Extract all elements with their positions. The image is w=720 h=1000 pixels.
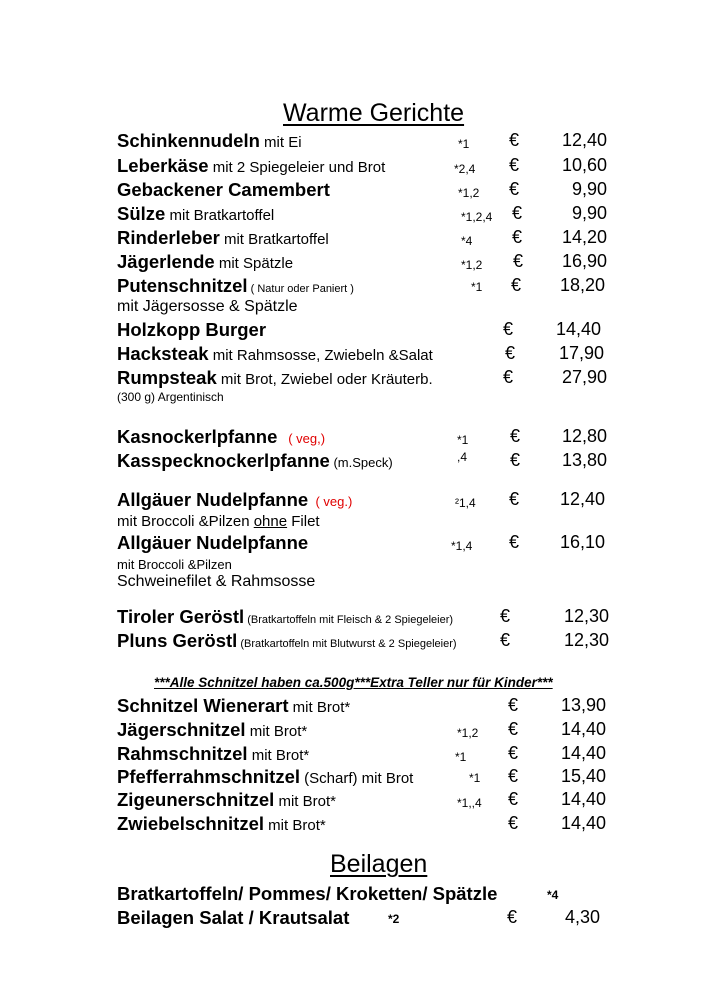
price: 13,90 [560,695,606,715]
price: 18,20 [559,275,605,295]
menu-item [0,275,720,299]
dish-name: Rumpsteak mit Brot, Zwiebel oder Kräuterb. [117,367,433,388]
euro-sign: € [503,367,514,387]
allergen-note: *1 [458,137,470,151]
dish-subline: Schweinefilet & Rahmsosse [117,573,316,590]
price: 27,90 [561,367,607,387]
dish-name: Hacksteak mit Rahmsosse, Zwiebeln &Salat [117,343,433,364]
price: 9,90 [571,179,607,199]
dish-name: Bratkartoffeln/ Pommes/ Kroketten/ Spätzle [117,883,498,904]
dish-name: Gebackener Camembert [117,179,330,200]
menu-item [0,743,720,767]
price: 12,30 [563,630,609,650]
allergen-note: *1 [469,771,481,785]
schnitzel-banner: ***Alle Schnitzel haben ca.500g***Extra Teller nur für Kinder*** [154,675,553,690]
dish-name: Beilagen Salat / Krautsalat [117,907,350,928]
menu-item [0,343,720,367]
euro-sign: € [512,227,523,247]
dish-name: Rinderleber mit Bratkartoffel [117,227,329,248]
price: 4,30 [564,907,600,927]
euro-sign: € [511,275,522,295]
menu-item [0,179,720,203]
menu-item [0,907,720,931]
euro-sign: € [505,343,516,363]
euro-sign: € [509,155,520,175]
dish-name: Kasspecknockerlpfanne (m.Speck) [117,450,393,471]
price: 10,60 [561,155,607,175]
price: 16,90 [561,251,607,271]
euro-sign: € [510,450,521,470]
price: 14,40 [560,789,606,809]
allergen-note: *1,4 [451,539,473,553]
dish-name: Allgäuer Nudelpfanne ( veg.) [117,489,353,510]
allergen-note: *4 [461,234,473,248]
price: 12,30 [563,606,609,626]
allergen-note: *2,4 [454,162,476,176]
section-title-warme-gerichte: Warme Gerichte [283,99,465,127]
euro-sign: € [503,319,514,339]
menu-item [0,789,720,813]
dish-name: Zigeunerschnitzel mit Brot* [117,789,336,810]
allergen-note: *1,2 [457,726,479,740]
dish-name: Jägerschnitzel mit Brot* [117,719,308,740]
dish-name: Rahmschnitzel mit Brot* [117,743,310,764]
menu-item [0,203,720,227]
dish-subline: mit Jägersosse & Spätzle [117,298,298,315]
price: 16,10 [559,532,605,552]
price: 15,40 [560,766,606,786]
euro-sign: € [508,743,519,763]
dish-name: Allgäuer Nudelpfanne [117,532,309,553]
dish-subline: (300 g) Argentinisch [117,390,224,404]
menu-item [0,319,720,343]
allergen-note: *1,,4 [457,796,482,810]
euro-sign: € [509,130,520,150]
euro-sign: € [513,251,524,271]
allergen-note: ²1,4 [455,496,476,510]
allergen-note: ,4 [457,450,468,464]
euro-sign: € [508,695,519,715]
menu-item [0,251,720,275]
euro-sign: € [509,489,520,509]
euro-sign: € [508,766,519,786]
menu-item [0,630,720,654]
allergen-note: *1 [457,433,469,447]
dish-name: Pfefferrahmschnitzel (Scharf) mit Brot [117,766,414,787]
price: 9,90 [571,203,607,223]
dish-name: Kasnockerlpfanne ( veg,) [117,426,326,447]
euro-sign: € [500,630,511,650]
allergen-note: *2 [388,912,400,926]
dish-name: Zwiebelschnitzel mit Brot* [117,813,326,834]
menu-item [0,766,720,790]
dish-name: Jägerlende mit Spätzle [117,251,294,272]
allergen-note: *1 [471,280,483,294]
dish-name: Schnitzel Wienerart mit Brot* [117,695,351,716]
section-title-beilagen: Beilagen [330,850,428,878]
allergen-note: *1 [455,750,467,764]
allergen-note: *1,2,4 [461,210,493,224]
price: 14,40 [560,813,606,833]
menu-item [0,367,720,391]
euro-sign: € [509,179,520,199]
euro-sign: € [509,532,520,552]
menu-item [0,227,720,251]
menu-item [0,719,720,743]
euro-sign: € [508,789,519,809]
price: 14,40 [555,319,601,339]
dish-name: Schinkennudeln mit Ei [117,130,302,151]
menu-item [0,450,720,474]
menu-item [0,155,720,179]
dish-name: Leberkäse mit 2 Spiegeleier und Brot [117,155,386,176]
price: 13,80 [561,450,607,470]
menu-item [0,426,720,450]
price: 17,90 [558,343,604,363]
price: 14,40 [560,743,606,763]
menu-item [0,695,720,719]
dish-name: Holzkopp Burger [117,319,267,340]
price: 14,20 [561,227,607,247]
dish-name: Sülze mit Bratkartoffel [117,203,275,224]
price: 12,40 [559,489,605,509]
dish-name: Pluns Geröstl (Bratkartoffeln mit Blutwurst & 2 Spiegeleier) [117,630,457,651]
menu-item [0,130,720,154]
menu-item [0,532,720,556]
allergen-note: *1,2 [461,258,483,272]
euro-sign: € [508,719,519,739]
euro-sign: € [508,813,519,833]
dish-subline: mit Broccoli &Pilzen ohne Filet [117,513,320,530]
price: 12,80 [561,426,607,446]
price: 14,40 [560,719,606,739]
dish-subline: mit Broccoli &Pilzen [117,557,232,572]
menu-item [0,813,720,837]
menu-item [0,489,720,513]
euro-sign: € [507,907,518,927]
euro-sign: € [510,426,521,446]
euro-sign: € [512,203,523,223]
dish-name: Putenschnitzel ( Natur oder Paniert ) [117,275,354,296]
allergen-note: *1,2 [458,186,480,200]
dish-name: Tiroler Geröstl (Bratkartoffeln mit Fleisch & 2 Spiegeleier) [117,606,454,627]
allergen-note: *4 [547,888,559,902]
euro-sign: € [500,606,511,626]
price: 12,40 [561,130,607,150]
menu-item [0,606,720,630]
menu-item [0,883,720,907]
